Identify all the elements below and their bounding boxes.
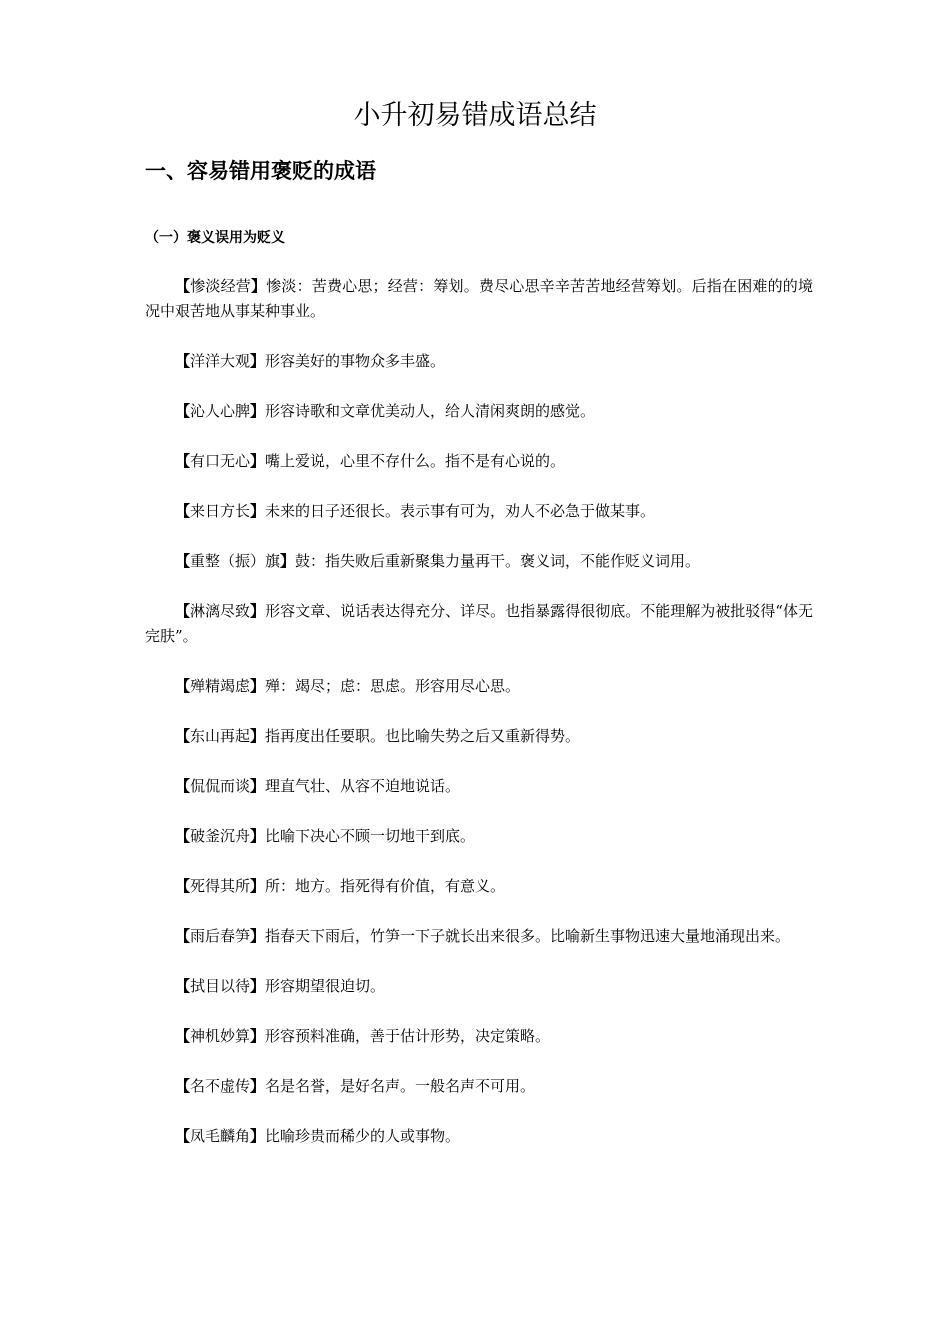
bracket-close: 】 bbox=[250, 877, 266, 895]
idiom-term: 侃侃而谈 bbox=[190, 777, 251, 795]
idiom-term: 拭目以待 bbox=[190, 977, 251, 995]
idiom-definition: 殚：竭尽；虑：思虑。形容用尽心思。 bbox=[265, 677, 521, 695]
idiom-definition: 鼓：指失败后重新聚集力量再干。褒义词，不能作贬义词用。 bbox=[295, 552, 701, 570]
idiom-definition: 形容文章、说话表达得充分、详尽。也指暴露得很彻底。不能理解为被批驳得“体无完肤”。 bbox=[145, 602, 813, 645]
section-heading: 一、容易错用褒贬的成语 bbox=[145, 159, 376, 183]
idiom-entry bbox=[145, 724, 813, 749]
idiom-definition: 比喻珍贵而稀少的人或事物。 bbox=[265, 1127, 461, 1145]
idiom-term: 名不虚传 bbox=[190, 1077, 251, 1095]
idiom-entry bbox=[145, 599, 813, 649]
idiom-term: 雨后春笋 bbox=[190, 927, 251, 945]
document-title: 小升初易错成语总结 bbox=[353, 100, 597, 131]
bracket-open: 【 bbox=[175, 602, 191, 620]
idiom-entry bbox=[145, 1074, 813, 1099]
bracket-open: 【 bbox=[175, 927, 191, 945]
bracket-close: 】 bbox=[250, 402, 266, 420]
idiom-entry bbox=[145, 874, 813, 899]
idiom-term: 东山再起 bbox=[190, 727, 251, 745]
idiom-entry bbox=[145, 824, 813, 849]
idiom-term: 重整（振）旗 bbox=[190, 552, 281, 570]
idiom-entry bbox=[145, 674, 813, 699]
bracket-close: 】 bbox=[250, 352, 266, 370]
bracket-open: 【 bbox=[175, 1077, 191, 1095]
idiom-definition: 形容诗歌和文章优美动人，给人清闲爽朗的感觉。 bbox=[265, 402, 596, 420]
bracket-close: 】 bbox=[250, 977, 266, 995]
idiom-definition: 惨淡：苦费心思；经营：筹划。费尽心思辛辛苦苦地经营筹划。后指在困难的的境况中艰苦地从事某种事业。 bbox=[145, 277, 813, 320]
bracket-close: 】 bbox=[250, 277, 267, 295]
bracket-close: 】 bbox=[250, 502, 266, 520]
bracket-close: 】 bbox=[250, 1027, 266, 1045]
bracket-open: 【 bbox=[175, 452, 191, 470]
idiom-definition: 所：地方。指死得有价值，有意义。 bbox=[265, 877, 506, 895]
idiom-term: 死得其所 bbox=[190, 877, 251, 895]
idiom-definition: 形容期望很迫切。 bbox=[265, 977, 386, 995]
idiom-term: 惨淡经营 bbox=[190, 277, 251, 295]
idiom-definition: 形容预料准确，善于估计形势，决定策略。 bbox=[265, 1027, 551, 1045]
bracket-open: 【 bbox=[175, 402, 191, 420]
bracket-open: 【 bbox=[175, 677, 191, 695]
idiom-entry bbox=[145, 399, 813, 424]
idiom-definition: 比喻下决心不顾一切地干到底。 bbox=[265, 827, 476, 845]
idiom-definition: 名是名誉，是好名声。一般名声不可用。 bbox=[265, 1077, 536, 1095]
bracket-open: 【 bbox=[175, 352, 191, 370]
bracket-open: 【 bbox=[175, 977, 191, 995]
idiom-term: 来日方长 bbox=[190, 502, 251, 520]
bracket-open: 【 bbox=[175, 502, 191, 520]
idiom-entry bbox=[145, 499, 813, 524]
idiom-list bbox=[145, 274, 813, 1149]
bracket-close: 】 bbox=[250, 727, 266, 745]
bracket-close: 】 bbox=[250, 452, 266, 470]
bracket-open: 【 bbox=[175, 277, 191, 295]
bracket-open: 【 bbox=[175, 727, 191, 745]
idiom-term: 神机妙算 bbox=[190, 1027, 251, 1045]
bracket-close: 】 bbox=[250, 777, 266, 795]
idiom-definition: 理直气壮、从容不迫地说话。 bbox=[265, 777, 461, 795]
idiom-entry bbox=[145, 549, 813, 574]
bracket-open: 【 bbox=[175, 827, 191, 845]
bracket-close: 】 bbox=[250, 677, 266, 695]
idiom-term: 殚精竭虑 bbox=[190, 677, 251, 695]
idiom-term: 淋漓尽致 bbox=[190, 602, 251, 620]
idiom-entry bbox=[145, 449, 813, 474]
idiom-entry bbox=[145, 1024, 813, 1049]
bracket-open: 【 bbox=[175, 552, 191, 570]
idiom-term: 沁人心脾 bbox=[190, 402, 251, 420]
idiom-definition: 指再度出任要职。也比喻失势之后又重新得势。 bbox=[265, 727, 581, 745]
idiom-entry bbox=[145, 1124, 813, 1149]
idiom-term: 凤毛麟角 bbox=[190, 1127, 251, 1145]
idiom-term: 洋洋大观 bbox=[190, 352, 251, 370]
idiom-definition: 形容美好的事物众多丰盛。 bbox=[265, 352, 446, 370]
idiom-entry bbox=[145, 974, 813, 999]
idiom-term: 有口无心 bbox=[190, 452, 251, 470]
idiom-definition: 未来的日子还很长。表示事有可为，劝人不必急于做某事。 bbox=[265, 502, 656, 520]
bracket-open: 【 bbox=[175, 1127, 191, 1145]
idiom-definition: 嘴上爱说，心里不存什么。指不是有心说的。 bbox=[265, 452, 566, 470]
subsection-heading: （一）褒义误用为贬义 bbox=[145, 230, 285, 246]
bracket-close: 】 bbox=[250, 1077, 266, 1095]
idiom-entry bbox=[145, 774, 813, 799]
idiom-entry bbox=[145, 924, 813, 949]
bracket-close: 】 bbox=[280, 552, 296, 570]
idiom-definition: 指春天下雨后，竹笋一下子就长出来很多。比喻新生事物迅速大量地涌现出来。 bbox=[265, 927, 791, 945]
bracket-open: 【 bbox=[175, 777, 191, 795]
bracket-close: 】 bbox=[250, 602, 266, 620]
bracket-close: 】 bbox=[250, 1127, 266, 1145]
bracket-close: 】 bbox=[250, 927, 266, 945]
bracket-close: 】 bbox=[250, 827, 266, 845]
idiom-entry bbox=[145, 274, 813, 324]
bracket-open: 【 bbox=[175, 877, 191, 895]
idiom-term: 破釜沉舟 bbox=[190, 827, 251, 845]
bracket-open: 【 bbox=[175, 1027, 191, 1045]
idiom-entry bbox=[145, 349, 813, 374]
